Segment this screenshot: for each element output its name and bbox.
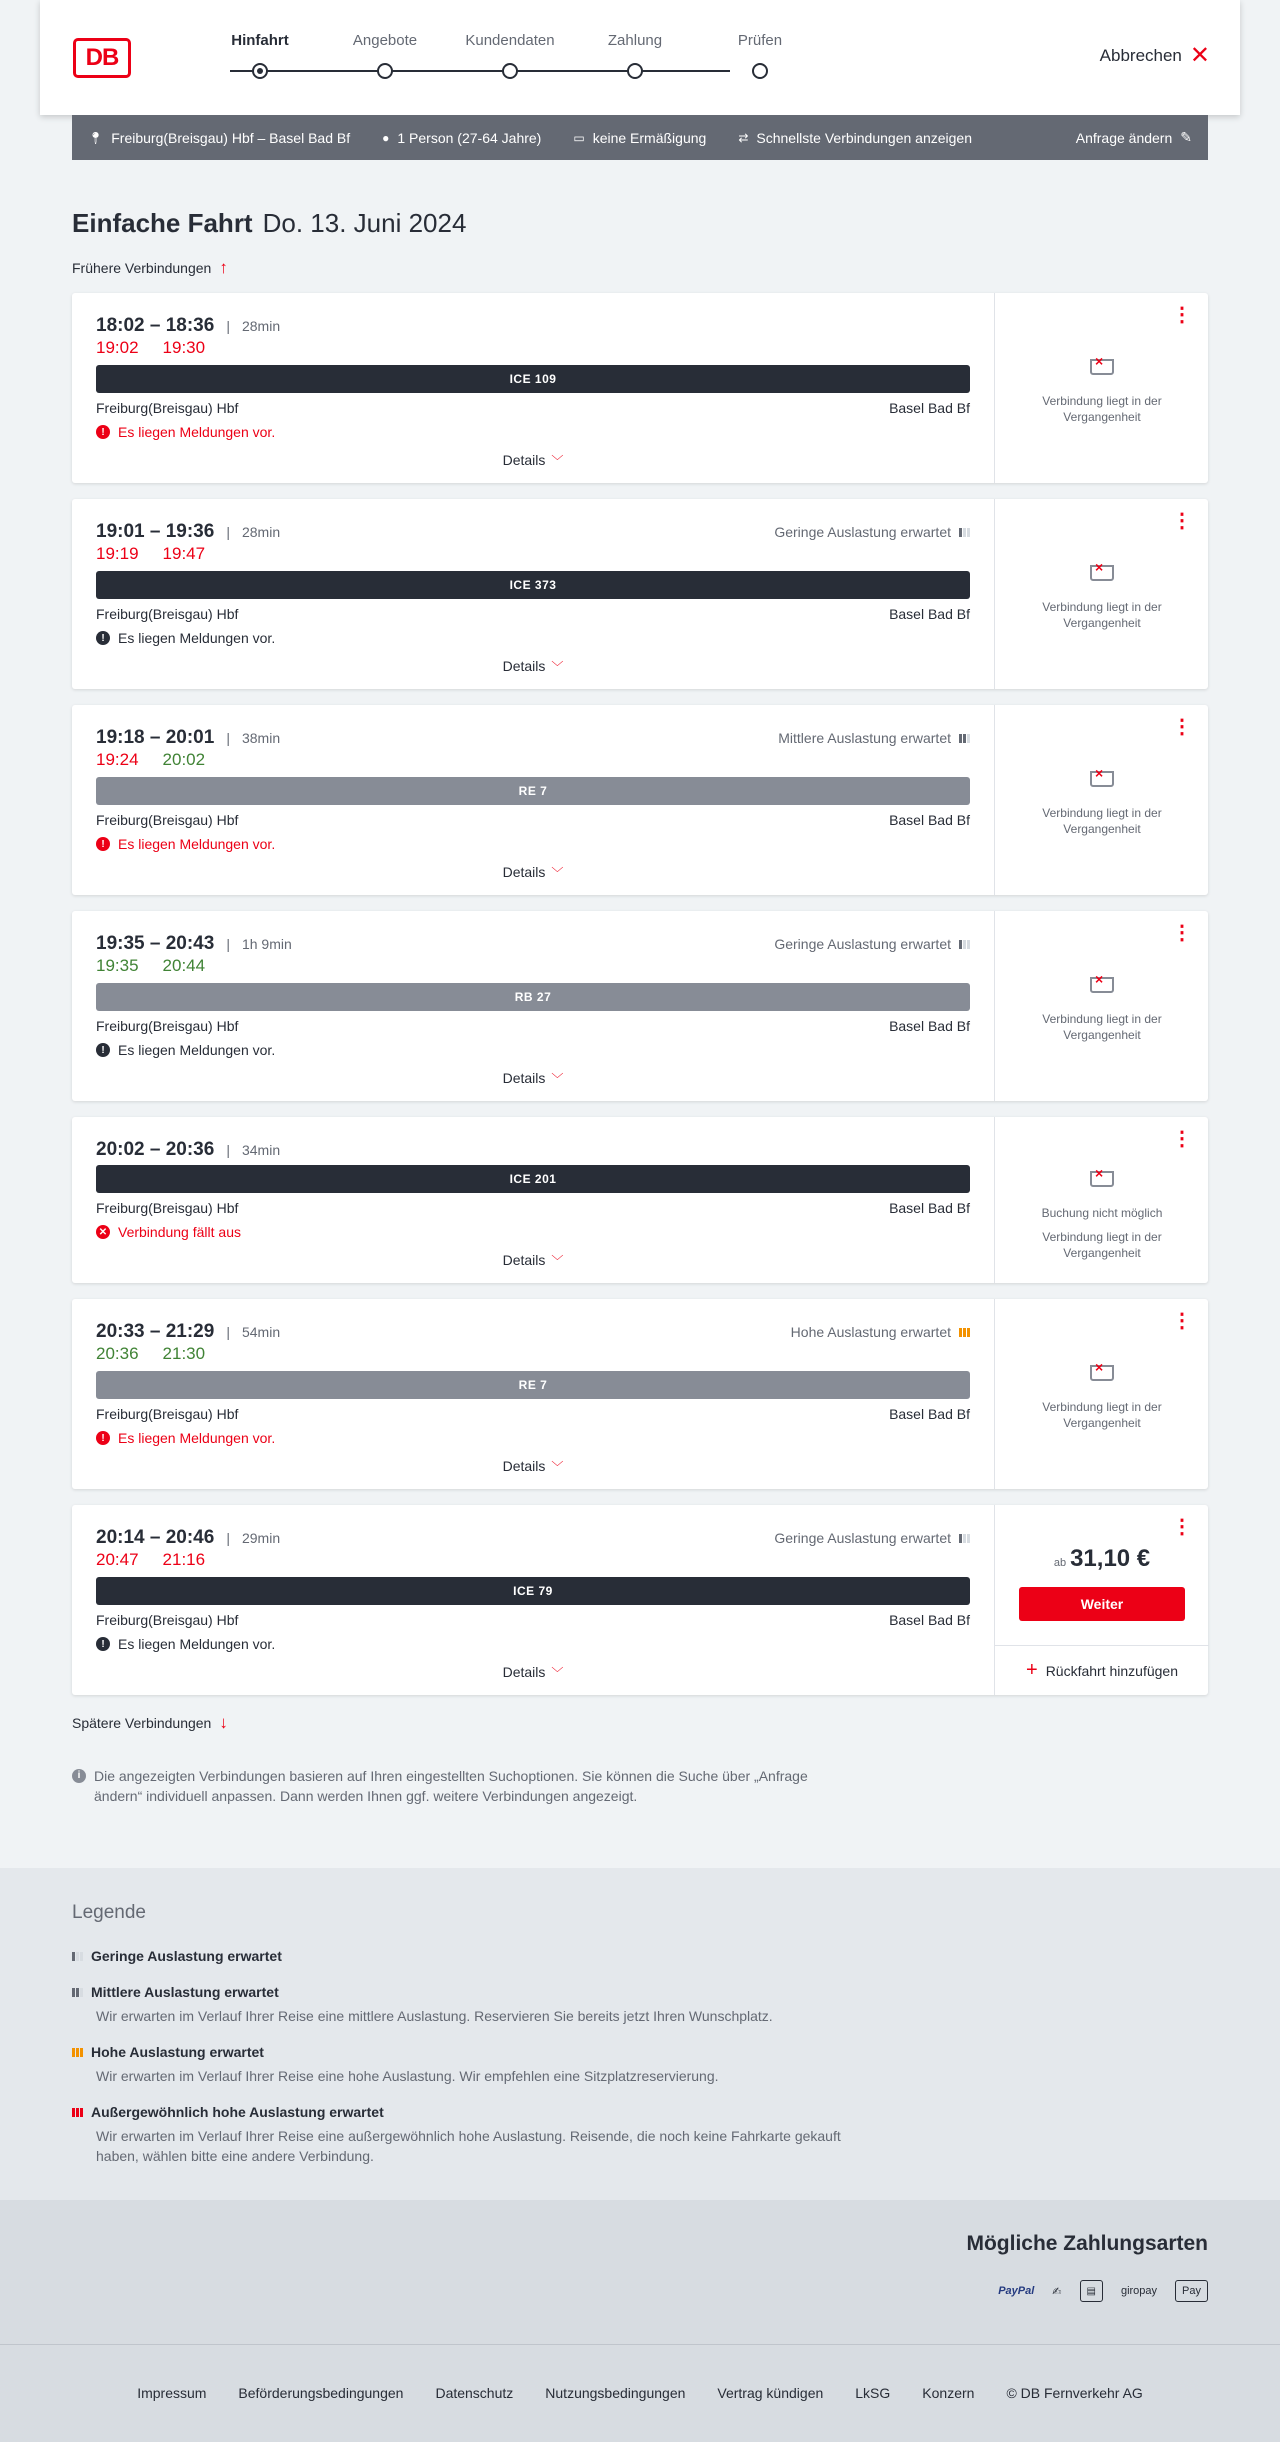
cart-unavailable-icon [1086,973,1118,997]
realtime-departure: 19:02 [96,338,139,357]
legend-item-medium: Mittlere Auslastung erwartet Wir erwarten im Verlauf Ihrer Reise eine mittlere Auslastung. Reservieren Sie bereits jetzt Ihren Wunschplatz. [72,1984,872,2026]
search-info-note: i Die angezeigten Verbindungen basieren auf Ihren eingestellten Suchoptionen. Sie können die Suche über „Anfrage ändern“ individuell anpassen. Dann werden Ihnen ggf. weitere Verbindungen angezeigt. [72,1766,852,1806]
train-bar: ICE 79 [96,1577,970,1605]
destination-station: Basel Bad Bf [889,606,970,622]
connection-main [72,1117,994,1283]
change-request-button[interactable]: Anfrage ändern ✎ [1075,129,1192,146]
occupancy-icon [959,734,970,743]
connection-offer [994,1505,1208,1695]
connection-offer [994,911,1208,1101]
cancelled-icon: ✕ [96,1225,110,1239]
pencil-icon: ✎ [1180,129,1192,145]
progress-line [230,70,730,72]
connection-times [96,933,292,955]
mode-summary: ⇄ Schnellste Verbindungen anzeigen [738,129,972,146]
stations [96,606,970,622]
connection-offer [994,705,1208,895]
connection-main [72,705,994,895]
realtime-departure: 19:24 [96,750,139,769]
connection-card[interactable] [72,293,1208,483]
footer [0,2345,1280,2442]
train-bar: ICE 201 [96,1165,970,1193]
occupancy-medium-icon [72,1988,83,1997]
connection-card[interactable] [72,1505,1208,1695]
origin-station: Freiburg(Breisgau) Hbf [96,400,239,416]
connection-times [96,1321,280,1343]
realtime-arrival: 20:02 [162,750,206,769]
chevron-down-icon: ﹀ [551,1254,564,1268]
stations [96,812,970,828]
connection-card[interactable] [72,705,1208,895]
realtime-times [96,1550,205,1570]
destination-station: Basel Bad Bf [889,1406,970,1422]
occupancy-indicator: Geringe Auslastung erwartet [774,936,970,952]
footer-link-konzern[interactable]: Konzern [922,2385,975,2401]
occupancy-low-icon [72,1952,83,1961]
step-dot [502,63,518,79]
payment-title: Mögliche Zahlungsarten [966,2232,1208,2255]
continue-button[interactable]: Weiter [1019,1587,1185,1621]
duration: 38min [241,730,281,746]
footer-link-impressum[interactable]: Impressum [137,2385,207,2401]
separator: | [226,1530,230,1546]
connection-main [72,911,994,1101]
stations [96,1200,970,1216]
destination-station: Basel Bad Bf [889,1018,970,1034]
info-icon: i [72,1769,86,1783]
origin-station: Freiburg(Breisgau) Hbf [96,812,239,828]
payment-icons [998,2277,1208,2305]
more-options-icon[interactable]: ⋮ [1172,922,1192,944]
route-summary: 📍︎ Freiburg(Breisgau) Hbf – Basel Bad Bf [88,129,351,146]
separator: | [226,936,230,952]
alert-icon: ! [96,837,110,851]
connection-main [72,499,994,689]
step-kundendaten: Kundendaten [460,32,560,54]
chevron-down-icon: ﹀ [551,1072,564,1086]
later-connections-link[interactable]: Spätere Verbindungen ↓ [72,1713,228,1732]
paypal-icon: PayPal [998,2285,1035,2297]
db-logo[interactable]: DB [73,38,131,78]
step-dot [377,63,393,79]
connection-card[interactable] [72,1117,1208,1283]
persons-summary: ● 1 Person (27-64 Jahre) [382,129,542,146]
connection-message: ! Es liegen Meldungen vor. [96,424,275,440]
more-options-icon[interactable]: ⋮ [1172,1516,1192,1538]
footer-link-lksg[interactable]: LkSG [855,2385,891,2401]
separator: | [226,730,230,746]
step-dot [627,63,643,79]
footer-link-datenschutz[interactable]: Datenschutz [435,2385,514,2401]
connection-offer [994,1299,1208,1489]
realtime-arrival: 19:30 [162,338,206,357]
chevron-down-icon: ﹀ [551,1460,564,1474]
stations [96,1612,970,1628]
connection-card[interactable] [72,1299,1208,1489]
connection-message: ! Es liegen Meldungen vor. [96,1430,275,1446]
destination-station: Basel Bad Bf [889,1612,970,1628]
legend-item-extra-high: Außergewöhnlich hohe Auslastung erwartet Wir erwarten im Verlauf Ihrer Reise eine außergewöhnlich hohe Auslastung. Reisende, die noch keine Fahrkarte gekauft haben, wählen bitte eine andere Verbindung. [72,2104,872,2166]
scheduled-times: 18:02 – 18:36 [96,315,215,336]
more-options-icon[interactable]: ⋮ [1172,304,1192,326]
occupancy-icon [959,528,970,537]
details-toggle[interactable]: Details ﹀ [502,1070,564,1086]
destination-station: Basel Bad Bf [889,1200,970,1216]
legend-section [0,1868,1280,2200]
legend-item-high: Hohe Auslastung erwartet Wir erwarten im Verlauf Ihrer Reise eine hohe Auslastung. Wir empfehlen eine Sitzplatzreservierung. [72,2044,872,2086]
alert-icon: ! [96,425,110,439]
footer-link-vertrag-kuendigen[interactable]: Vertrag kündigen [717,2385,824,2401]
cart-unavailable-icon [1086,355,1118,379]
step-hinfahrt: Hinfahrt [210,32,310,54]
cart-unavailable-icon [1086,561,1118,585]
scheduled-times: 20:02 – 20:36 [96,1139,215,1160]
occupancy-indicator: Hohe Auslastung erwartet [791,1324,970,1340]
occupancy-high-icon [72,2048,83,2057]
payment-methods-section [0,2200,1280,2345]
step-angebote: Angebote [335,32,435,54]
sepa-icon: ▤ [1080,2280,1103,2302]
booking-status: × Verbindung liegt in der Vergangenheit [995,767,1209,837]
discount-summary: ▭ keine Ermäßigung [573,129,707,146]
close-icon: ✕ [1189,42,1210,69]
credit-card-icon: ✍︎ [1052,2285,1062,2298]
details-toggle[interactable]: Details ﹀ [502,864,564,880]
realtime-arrival: 19:47 [162,544,206,563]
arrow-up-icon: ↑ [219,258,228,277]
connection-times [96,1139,280,1161]
origin-station: Freiburg(Breisgau) Hbf [96,1406,239,1422]
footer-links [0,2385,1280,2401]
more-options-icon[interactable]: ⋮ [1172,1128,1192,1150]
realtime-times [96,338,205,358]
cancel-button[interactable] [1099,42,1210,69]
footer-copyright: © DB Fernverkehr AG [1006,2385,1143,2401]
origin-station: Freiburg(Breisgau) Hbf [96,1200,239,1216]
chevron-down-icon: ﹀ [551,660,564,674]
occupancy-icon [959,1328,970,1337]
swap-arrows-icon: ⇄ [738,130,749,145]
connection-message: ✕ Verbindung fällt aus [96,1224,241,1240]
connection-message: ! Es liegen Meldungen vor. [96,630,275,646]
legend-item-low: Geringe Auslastung erwartet [72,1948,872,1964]
footer-link-nutzungsbedingungen[interactable]: Nutzungsbedingungen [545,2385,686,2401]
plus-icon: + [1026,1659,1038,1681]
stations [96,1406,970,1422]
earlier-connections-link[interactable]: Frühere Verbindungen ↑ [72,258,228,277]
scheduled-times: 19:35 – 20:43 [96,933,215,954]
step-dot [752,63,768,79]
more-options-icon[interactable]: ⋮ [1172,510,1192,532]
duration: 28min [241,524,281,540]
separator: | [226,524,230,540]
origin-station: Freiburg(Breisgau) Hbf [96,606,239,622]
duration: 34min [241,1142,281,1158]
occupancy-extra-high-icon [72,2108,83,2117]
origin-station: Freiburg(Breisgau) Hbf [96,1612,239,1628]
more-options-icon[interactable]: ⋮ [1172,1310,1192,1332]
price: ab 31,10 € [1053,1545,1151,1572]
alert-icon: ! [96,631,110,645]
arrow-down-icon: ↓ [219,1713,228,1732]
duration: 29min [241,1530,281,1546]
booking-status: × Buchung nicht möglich Verbindung liegt in der Vergangenheit [995,1167,1209,1261]
connection-times [96,315,280,337]
realtime-times [96,544,205,564]
connection-main [72,1299,994,1489]
details-toggle[interactable]: Details ﹀ [502,1252,564,1268]
realtime-arrival: 21:30 [162,1344,206,1363]
connection-main [72,293,994,483]
scheduled-times: 19:01 – 19:36 [96,521,215,542]
apple-pay-icon: Pay [1175,2280,1208,2302]
connection-main [72,1505,994,1695]
train-bar: ICE 109 [96,365,970,393]
alert-icon: ! [96,1637,110,1651]
giropay-icon: giropay [1120,2285,1158,2297]
connection-message: ! Es liegen Meldungen vor. [96,1042,275,1058]
booking-status: × Verbindung liegt in der Vergangenheit [995,561,1209,631]
realtime-times [96,750,205,770]
legend-title: Legende [72,1902,146,1923]
train-bar: RE 7 [96,1371,970,1399]
duration: 54min [241,1324,281,1340]
step-dot [252,63,268,79]
scheduled-times: 19:18 – 20:01 [96,727,215,748]
connection-offer [994,499,1208,689]
scheduled-times: 20:33 – 21:29 [96,1321,215,1342]
realtime-departure: 19:35 [96,956,139,975]
connection-times [96,521,280,543]
connection-card[interactable] [72,911,1208,1101]
duration: 28min [241,318,281,334]
chevron-down-icon: ﹀ [551,454,564,468]
search-summary-bar [72,115,1208,160]
train-bar: RE 7 [96,777,970,805]
add-return-trip-button[interactable]: + Rückfahrt hinzufügen [995,1645,1209,1695]
cart-unavailable-icon [1086,1361,1118,1385]
realtime-departure: 20:47 [96,1550,139,1569]
step-zahlung: Zahlung [585,32,685,54]
connection-times [96,1527,280,1549]
realtime-times [96,1344,205,1364]
progress-steps [210,32,783,92]
location-pin-icon: 📍︎ [88,130,104,145]
cancel-label: Abbrechen [1099,46,1182,65]
realtime-arrival: 20:44 [162,956,206,975]
details-toggle[interactable]: Details ﹀ [502,452,564,468]
page-title: Einfache Fahrt Do. 13. Juni 2024 [72,208,467,238]
details-toggle[interactable]: Details ﹀ [502,658,564,674]
realtime-departure: 20:36 [96,1344,139,1363]
occupancy-indicator: Mittlere Auslastung erwartet [778,730,970,746]
occupancy-indicator: Geringe Auslastung erwartet [774,524,970,540]
booking-status: × Verbindung liegt in der Vergangenheit [995,973,1209,1043]
train-bar: RB 27 [96,983,970,1011]
booking-status: × Verbindung liegt in der Vergangenheit [995,1361,1209,1431]
scheduled-times: 20:14 – 20:46 [96,1527,215,1548]
more-options-icon[interactable]: ⋮ [1172,716,1192,738]
realtime-arrival: 21:16 [162,1550,206,1569]
connection-message: ! Es liegen Meldungen vor. [96,836,275,852]
header [40,0,1240,115]
destination-station: Basel Bad Bf [889,400,970,416]
duration: 1h 9min [241,936,292,952]
details-toggle[interactable]: Details ﹀ [502,1664,564,1680]
realtime-departure: 19:19 [96,544,139,563]
origin-station: Freiburg(Breisgau) Hbf [96,1018,239,1034]
connection-offer [994,293,1208,483]
separator: | [226,1142,230,1158]
booking-status: × Verbindung liegt in der Vergangenheit [995,355,1209,425]
occupancy-icon [959,1534,970,1543]
connection-message: ! Es liegen Meldungen vor. [96,1636,275,1652]
chevron-down-icon: ﹀ [551,866,564,880]
destination-station: Basel Bad Bf [889,812,970,828]
alert-icon: ! [96,1431,110,1445]
footer-link-befoerderungsbedingungen[interactable]: Beförderungsbedingungen [238,2385,404,2401]
occupancy-icon [959,940,970,949]
connection-times [96,727,280,749]
bahncard-icon: ▭ [573,130,585,145]
connection-offer [994,1117,1208,1283]
realtime-times [96,956,205,976]
details-toggle[interactable]: Details ﹀ [502,1458,564,1474]
stations [96,400,970,416]
stations [96,1018,970,1034]
cart-unavailable-icon [1086,767,1118,791]
occupancy-indicator: Geringe Auslastung erwartet [774,1530,970,1546]
chevron-down-icon: ﹀ [551,1666,564,1680]
connection-card[interactable] [72,499,1208,689]
step-pruefen: Prüfen [710,32,810,54]
cart-unavailable-icon [1086,1167,1118,1191]
separator: | [226,1324,230,1340]
alert-icon: ! [96,1043,110,1057]
train-bar: ICE 373 [96,571,970,599]
separator: | [226,318,230,334]
person-icon: ● [382,130,390,145]
